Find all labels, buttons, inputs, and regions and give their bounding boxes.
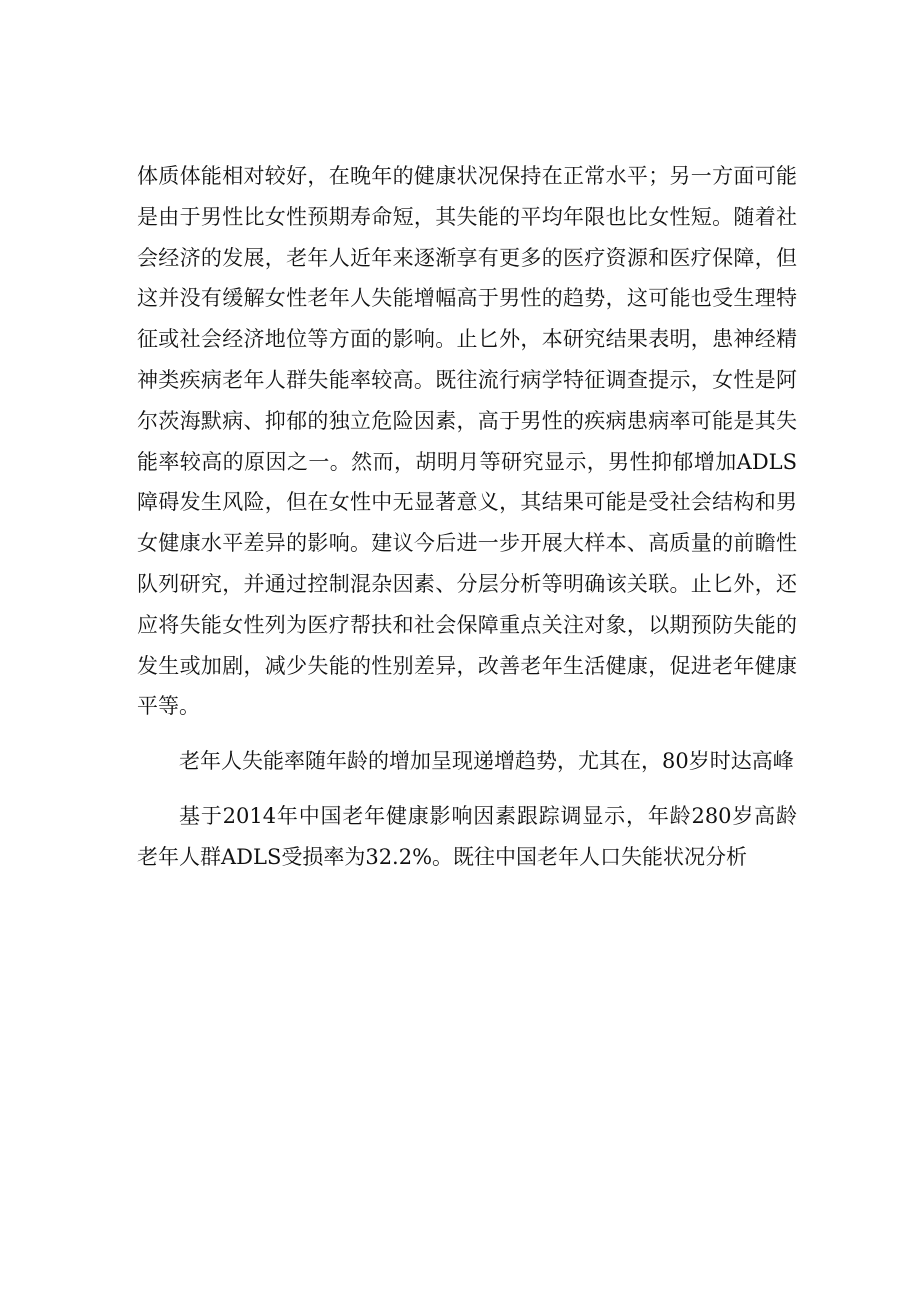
body-paragraph-1: 体质体能相对较好，在晚年的健康状况保持在正常水平；另一方面可能是由于男性比女性预期寿命短，其失能的平均年限也比女性短。随着社会经济的发展，老年人近年来逐渐享有更多的医疗资源和医疗保障，但这并没有缓解女性老年人失能增幅高于男性的趋势，这可能也受生理特征或社会经济地位等方面的影响。止匕外，本研究结果表明，患神经精神类疾病老年人群失能率较高。既往流行病学特征调查提示，女性是阿尔茨海默病、抑郁的独立危险因素，高于男性的疾病患病率可能是其失能率较高的原因之一。然而，胡明月等研究显示，男性抑郁增加ADLS障碍发生风险，但在女性中无显著意义，其结果可能是受社会结构和男女健康水平差异的影响。建议今后进一步开展大样本、高质量的前瞻性队列研究，并通过控制混杂因素、分层分析等明确该关联。止匕外，还应将失能女性列为医疗帮扶和社会保障重点关注对象，以期预防失能的发生或加剧，减少失能的性别差异，改善老年生活健康，促进老年健康平等。 [137, 164, 797, 719]
body-paragraph-2: 老年人失能率随年龄的增加呈现递增趋势，尤其在，80岁时达高峰 [179, 749, 794, 774]
body-paragraph-3: 基于2014年中国老年健康影响因素跟踪调显示，年龄280岁高龄老年人群ADLS受损率为32.2%。既往中国老年人口失能状况分析 [137, 803, 797, 869]
document-body [137, 156, 797, 878]
